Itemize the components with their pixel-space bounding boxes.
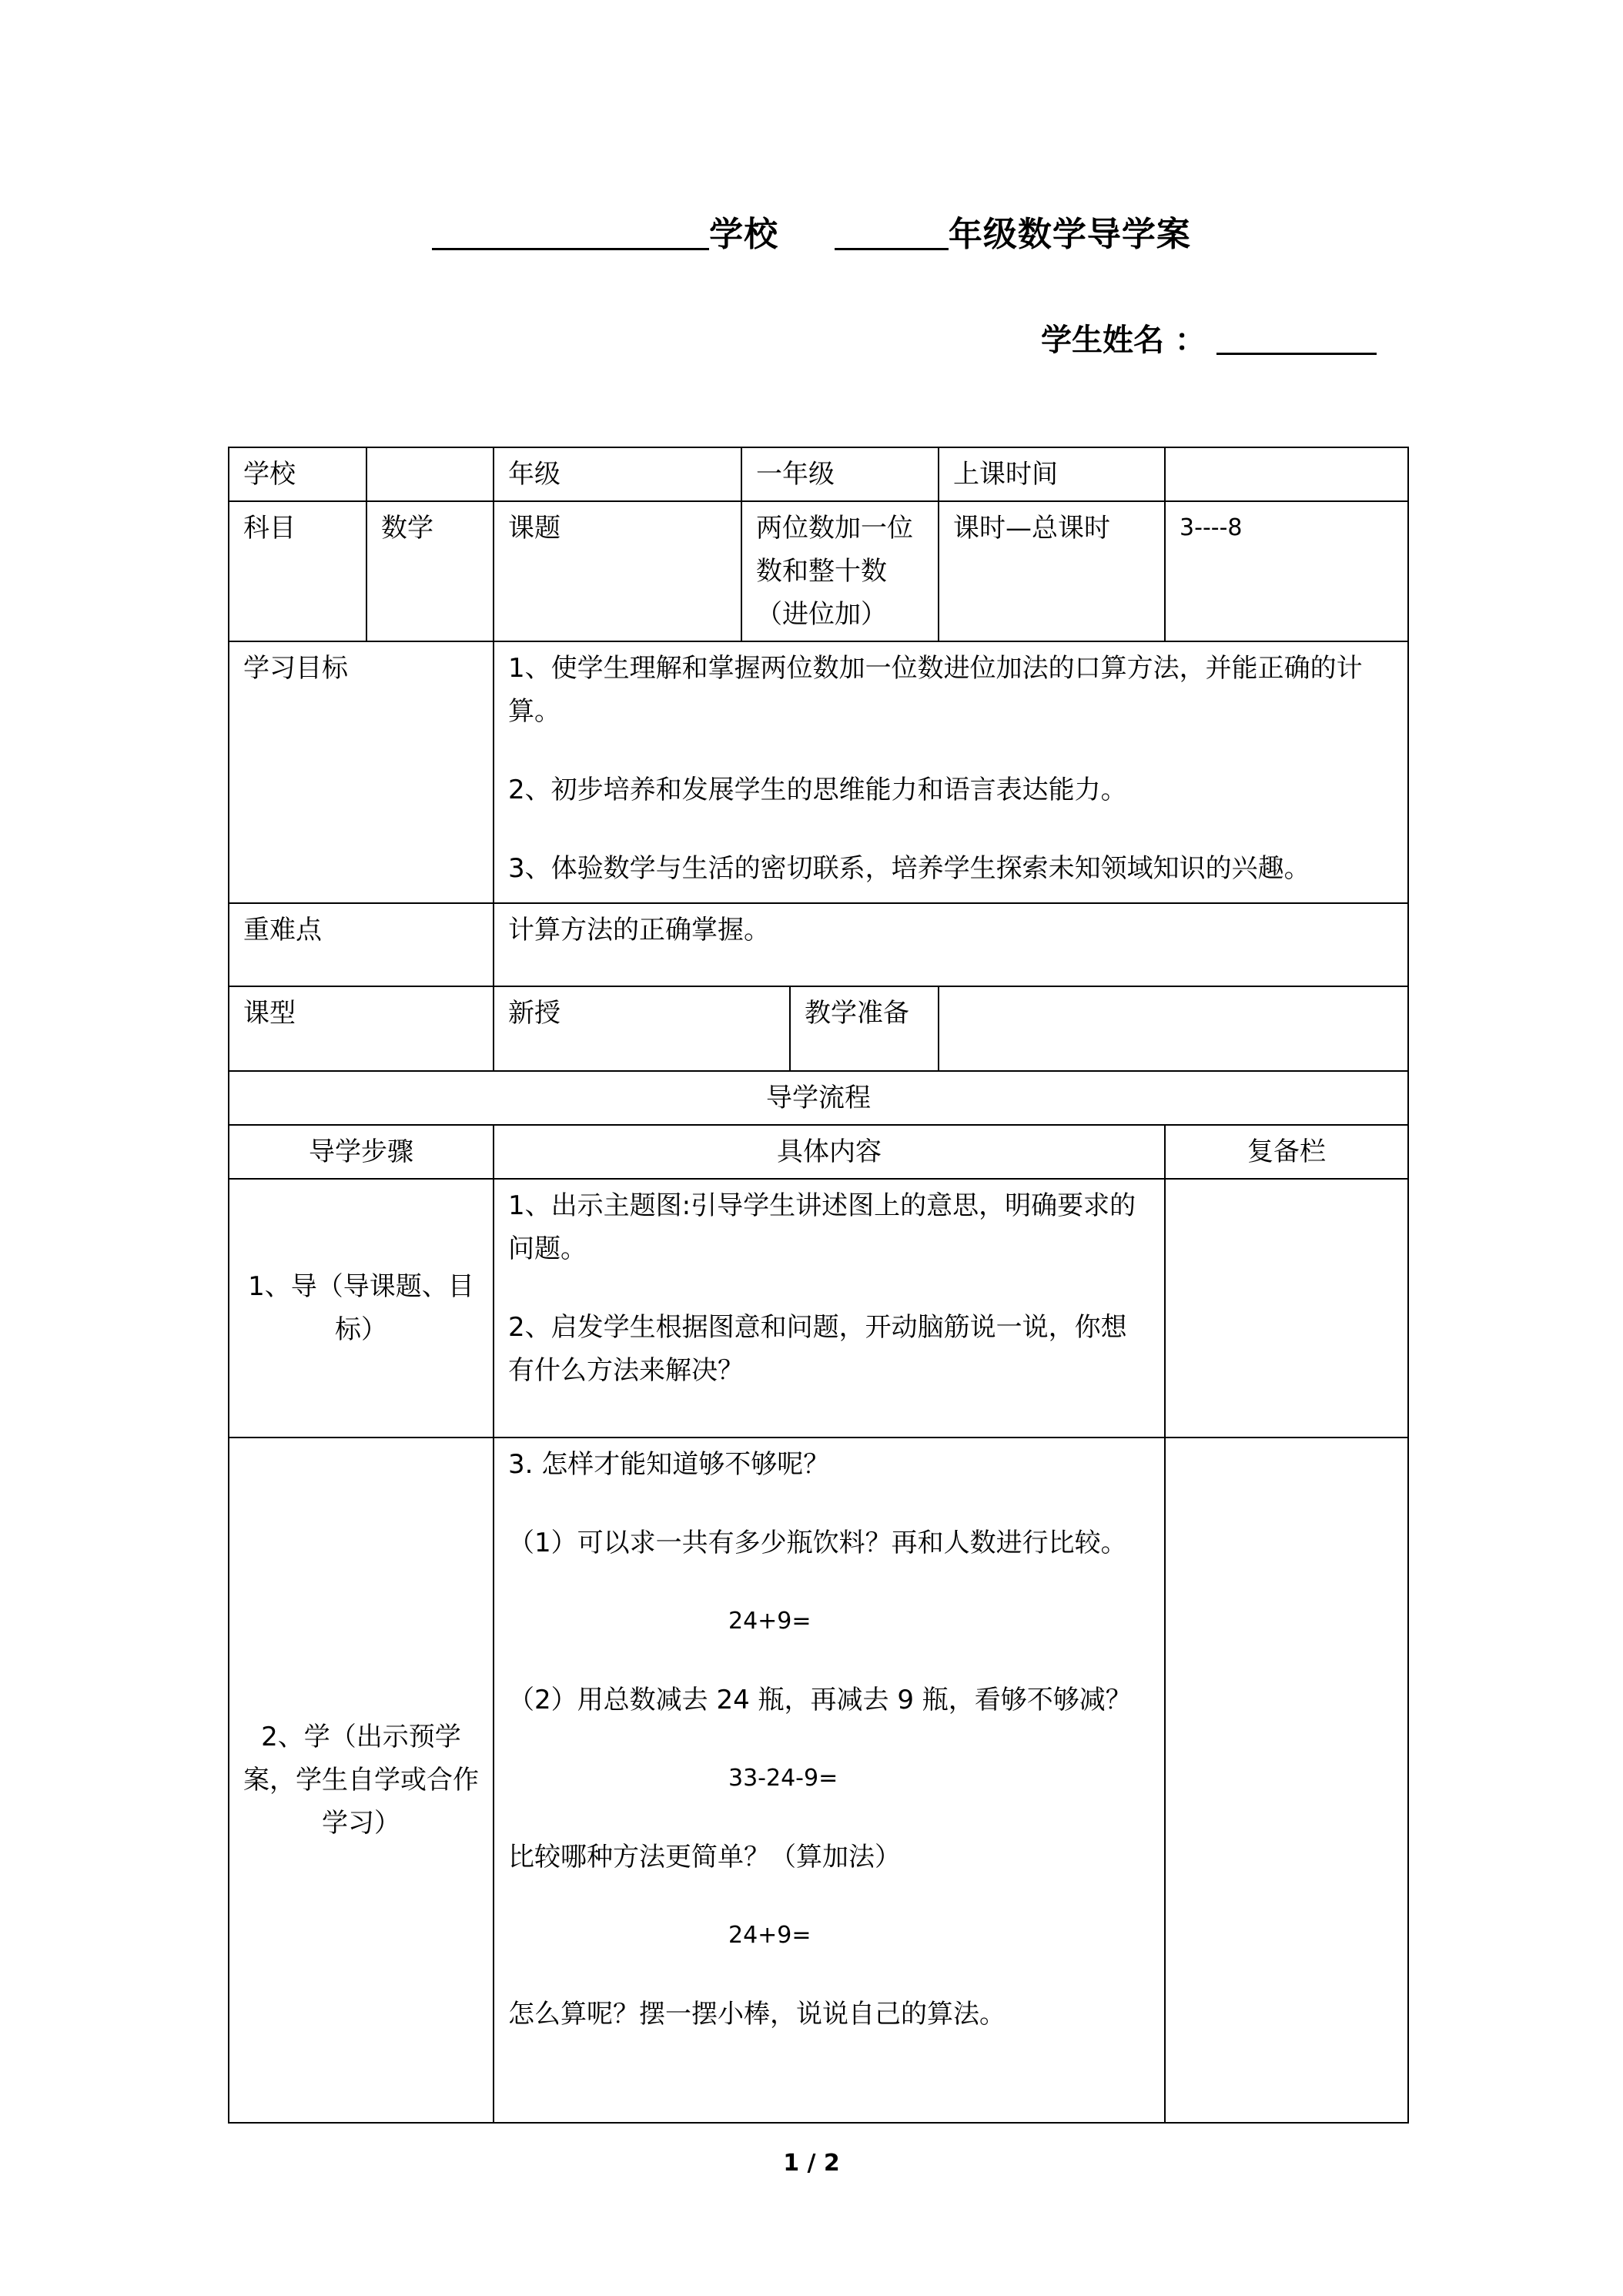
grade-blank [835, 214, 949, 250]
objective-item: 3、体验数学与生活的密切联系，培养学生探索未知领域知识的兴趣。 [508, 853, 1310, 884]
step-content [494, 1179, 1165, 1438]
teaching-prep-value [939, 986, 1408, 1071]
key-points-value: 计算方法的正确掌握。 [494, 903, 1408, 986]
topic-label: 课题 [494, 501, 741, 641]
flow-title-row [229, 1071, 1408, 1125]
grade-label: 年级 [494, 447, 741, 501]
school-suffix: 学校 [709, 215, 779, 254]
school-label: 学校 [229, 447, 366, 501]
step-notes [1165, 1438, 1408, 2123]
step-line: 比较哪种方法更简单？（算加法） [508, 1842, 901, 1873]
objective-item: 2、初步培养和发展学生的思维能力和语言表达能力。 [508, 775, 1127, 805]
flow-step-row [229, 1179, 1408, 1438]
subject-value: 数学 [366, 501, 494, 641]
info-row-2 [229, 501, 1408, 641]
objectives-content [494, 641, 1408, 903]
topic-value: 两位数加一位数和整十数（进位加） [741, 501, 939, 641]
col-content-header: 具体内容 [494, 1125, 1165, 1179]
step-line: 24+9= [728, 1608, 812, 1635]
step-line: （1）可以求一共有多少瓶饮料？再和人数进行比较。 [508, 1528, 1127, 1558]
step-content [494, 1438, 1165, 2123]
subject-label: 科目 [229, 501, 366, 641]
flow-header-row [229, 1125, 1408, 1179]
school-blank [432, 214, 709, 250]
lesson-type-value: 新授 [494, 986, 790, 1071]
step-notes [1165, 1179, 1408, 1438]
step-line: （2）用总数减去 24 瓶，再减去 9 瓶，看够不够减？ [508, 1685, 1132, 1715]
objectives-row [229, 641, 1408, 903]
grade-value: 一年级 [741, 447, 939, 501]
flow-step-row [229, 1438, 1408, 2123]
flow-title: 导学流程 [229, 1071, 1408, 1125]
step-line: 24+9= [728, 1922, 812, 1949]
class-time-label: 上课时间 [939, 447, 1165, 501]
step-name: 1、导（导课题、目标） [229, 1179, 494, 1438]
key-points-label: 重难点 [229, 903, 494, 986]
student-name-line [1041, 316, 1377, 360]
step-name: 2、学（出示预学案，学生自学或合作学习） [229, 1438, 494, 2123]
period-label: 课时—总课时 [939, 501, 1165, 641]
step-line: 33-24-9= [728, 1765, 838, 1792]
school-value [366, 447, 494, 501]
objective-item: 1、使学生理解和掌握两位数加一位数进位加法的口算方法，并能正确的计算。 [508, 653, 1363, 727]
page-title [0, 206, 1623, 256]
info-row-1 [229, 447, 1408, 501]
grade-suffix: 年级数学导学案 [948, 215, 1191, 254]
step-line: 2、启发学生根据图意和问题，开动脑筋说一说，你想有什么方法来解决？ [508, 1312, 1127, 1386]
step-line: 怎么算呢？摆一摆小棒，说说自己的算法。 [508, 1999, 1006, 2030]
class-time-value [1165, 447, 1408, 501]
page-number: 1 / 2 [783, 2150, 840, 2177]
objectives-label: 学习目标 [229, 641, 494, 903]
period-value: 3----8 [1165, 501, 1408, 641]
col-notes-header: 复备栏 [1165, 1125, 1408, 1179]
key-points-row [229, 903, 1408, 986]
step-line: 1、出示主题图:引导学生讲述图上的意思，明确要求的问题。 [508, 1190, 1136, 1264]
lesson-table [228, 447, 1409, 2124]
lesson-type-row [229, 986, 1408, 1071]
student-name-label: 学生姓名 ： [1041, 323, 1206, 358]
student-name-blank [1216, 322, 1377, 355]
step-line: 3. 怎样才能知道够不够呢？ [508, 1449, 830, 1480]
lesson-type-label: 课型 [229, 986, 494, 1071]
col-step-header: 导学步骤 [229, 1125, 494, 1179]
teaching-prep-label: 教学准备 [790, 986, 939, 1071]
